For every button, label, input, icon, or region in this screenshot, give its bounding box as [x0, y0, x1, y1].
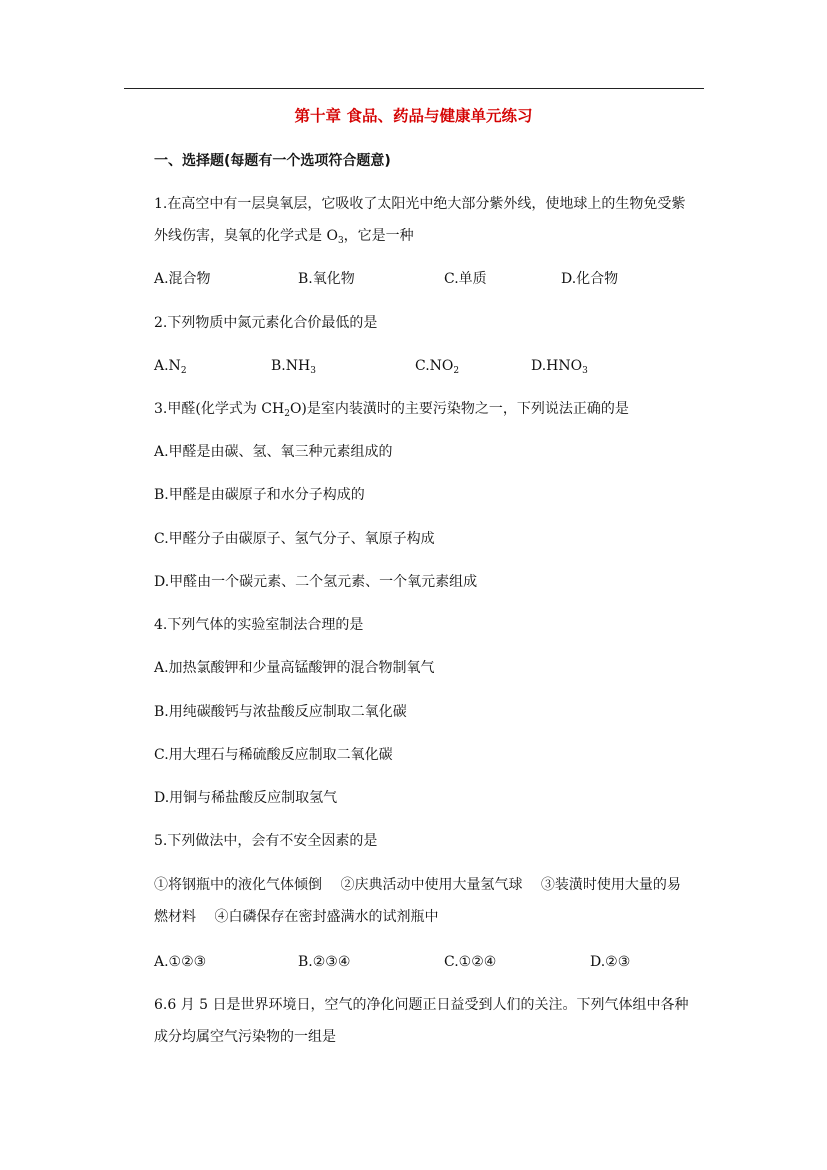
- question-1-line-2: 外线伤害，臭氧的化学式是 $O_3$，它是一种: [154, 228, 414, 246]
- question-2-option-d[interactable]: $D.HNO_3$: [531, 358, 588, 376]
- header-rule: [124, 88, 704, 89]
- question-4-stem: 4.下列气体的实验室制法合理的是: [154, 617, 364, 633]
- question-4-option-d[interactable]: D.用铜与稀盐酸反应制取氢气: [154, 790, 338, 806]
- page-title: 第十章 食品、药品与健康单元练习: [294, 107, 533, 125]
- question-3-option-c[interactable]: C.甲醛分子由碳原子、氢气分子、氧原子构成: [154, 531, 435, 547]
- question-1-line-1: 1.在高空中有一层臭氧层，它吸收了太阳光中绝大部分紫外线，使地球上的生物免受紫: [154, 196, 686, 212]
- question-4-option-c[interactable]: C.用大理石与稀硫酸反应制取二氧化碳: [154, 747, 393, 763]
- question-4-option-a[interactable]: A.加热氯酸钾和少量高锰酸钾的混合物制氧气: [154, 660, 435, 676]
- question-3-option-a[interactable]: A.甲醛是由碳、氢、氧三种元素组成的: [154, 444, 393, 460]
- question-1-option-c[interactable]: C.单质: [444, 271, 487, 287]
- question-5-option-d[interactable]: D.②③: [590, 954, 631, 970]
- question-3-option-d[interactable]: D.甲醛由一个碳元素、二个氢元素、一个氧元素组成: [154, 574, 478, 590]
- question-2-option-c[interactable]: $C.NO_2$: [415, 358, 460, 376]
- question-5-option-b[interactable]: B.②③④: [298, 954, 351, 970]
- question-5-option-a[interactable]: A.①②③: [154, 954, 207, 970]
- question-5-statements-line-1: ①将钢瓶中的液化气体倾倒 ②庆典活动中使用大量氢气球 ③装潢时使用大量的易: [154, 877, 681, 893]
- section-heading: 一、选择题(每题有一个选项符合题意): [154, 153, 391, 169]
- question-1-option-d[interactable]: D.化合物: [561, 271, 619, 287]
- question-1-option-a[interactable]: A.混合物: [154, 271, 211, 287]
- question-2-option-a[interactable]: $A.N_2$: [154, 358, 187, 376]
- question-2-stem: 2.下列物质中氮元素化合价最低的是: [154, 315, 378, 331]
- question-4-option-b[interactable]: B.用纯碳酸钙与浓盐酸反应制取二氧化碳: [154, 704, 407, 720]
- question-5-statements-line-2: 燃材料 ④白磷保存在密封盛满水的试剂瓶中: [154, 909, 439, 925]
- question-3-option-b[interactable]: B.甲醛是由碳原子和水分子构成的: [154, 487, 365, 503]
- question-6-line-2: 成分均属空气污染物的一组是: [154, 1029, 336, 1045]
- question-2-option-b[interactable]: $B.NH_3$: [271, 358, 316, 376]
- question-3-stem: 3.甲醛(化学式为 $CH_2O$)是室内装潢时的主要污染物之一，下列说法正确的是: [154, 401, 629, 419]
- question-5-option-c[interactable]: C.①②④: [444, 954, 497, 970]
- question-1-option-b[interactable]: B.氧化物: [298, 271, 355, 287]
- question-5-stem: 5.下列做法中，会有不安全因素的是: [154, 833, 378, 849]
- question-6-line-1: 6.6 月 5 日是世界环境日，空气的净化问题正日益受到人们的关注。下列气体组中各种: [154, 997, 689, 1013]
